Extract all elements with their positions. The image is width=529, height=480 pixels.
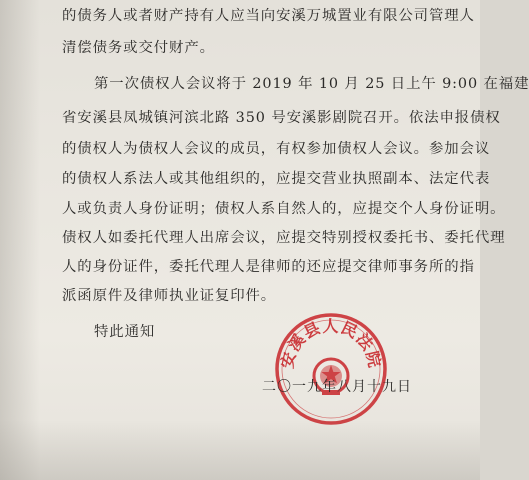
text-line-5: 的债权人为债权人会议的成员，有权参加债权人会议。参加会议 [62, 141, 491, 157]
text-line-4: 省安溪县凤城镇河滨北路 350 号安溪影剧院召开。依法申报债权 [62, 110, 501, 126]
court-seal [272, 310, 390, 428]
text-line-7: 人或负责人身份证明；债权人系自然人的，应提交个人身份证明。 [62, 201, 506, 217]
page-shadow-left [0, 0, 40, 480]
text-line-8: 债权人如委托代理人出席会议，应提交特别授权委托书、委托代理 [62, 230, 506, 246]
text-line-1: 的债务人或者财产持有人应当向安溪万城置业有限公司管理人 [62, 8, 475, 24]
closing-line: 特此通知 [94, 324, 156, 340]
text-line-3: 第一次债权人会议将于 2019 年 10 月 25 日上午 9:00 在福建 [94, 76, 529, 92]
text-line-6: 的债权人系法人或其他组织的，应提交营业执照副本、法定代表 [62, 171, 491, 187]
text-line-2: 清偿债务或交付财产。 [62, 40, 215, 56]
text-line-10: 派函原件及律师执业证复印件。 [62, 288, 277, 304]
page-shadow-bottom [0, 420, 480, 480]
text-line-9: 人的身份证件，委托代理人是律师的还应提交律师事务所的指 [62, 259, 475, 275]
svg-text:安溪县人民法院 [277, 316, 384, 370]
seal-text: 安溪县人民法院 [277, 316, 385, 371]
document-date: 二〇一九年八月十九日 [262, 379, 412, 395]
